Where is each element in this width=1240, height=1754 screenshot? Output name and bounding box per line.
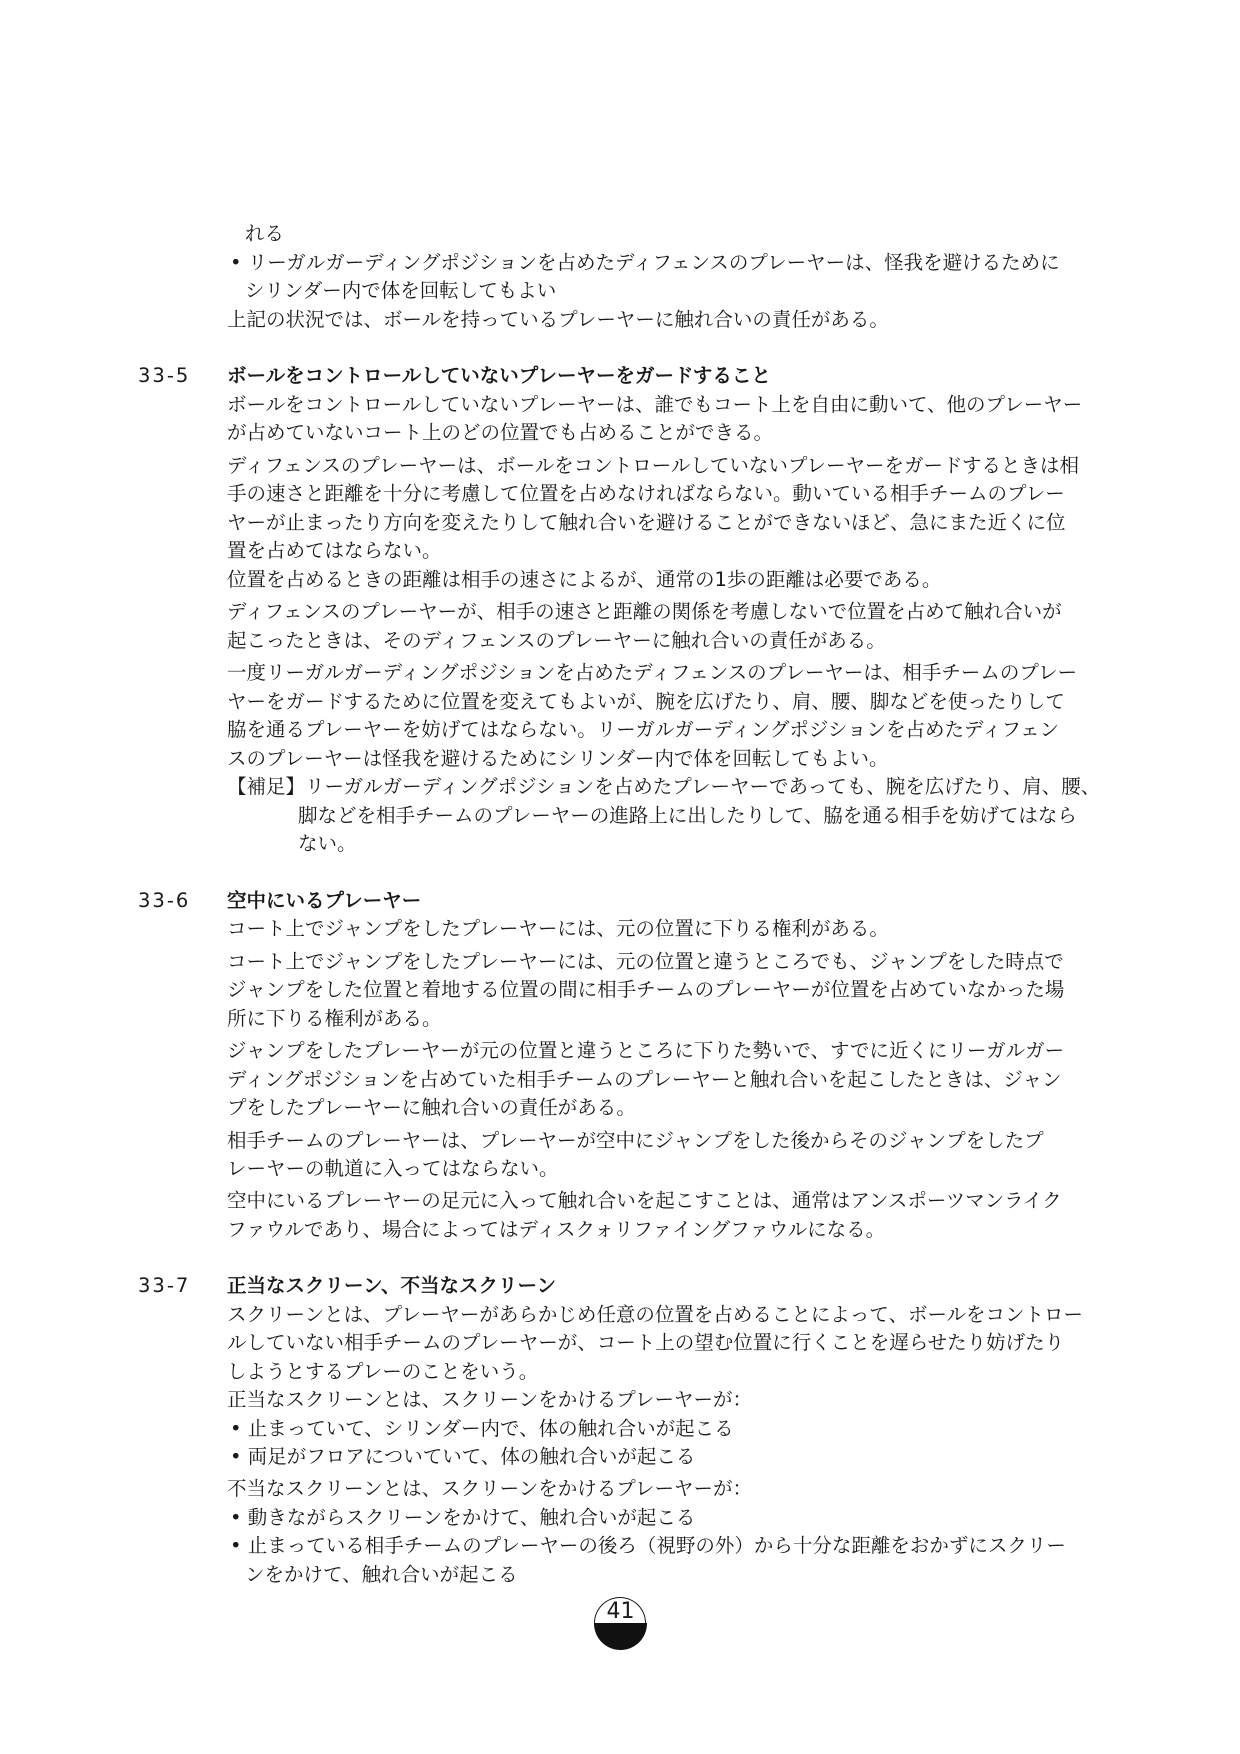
paragraph-line: ルしていない相手チームのプレーヤーが、コート上の望む位置に行くことを遅らせたり妨げたり (227, 1331, 1065, 1354)
paragraph-line: 空中にいるプレーヤーの足元に入って触れ合いを起こすことは、通常はアンスポーツマンライク (227, 1189, 1062, 1212)
paragraph-line: スのプレーヤーは怪我を避けるためにシリンダー内で体を回転してもよい。 (227, 747, 889, 770)
section-number: 33-6 (138, 889, 191, 912)
paragraph-line: 相手チームのプレーヤーは、プレーヤーが空中にジャンプをした後からそのジャンプをしたプ (227, 1129, 1044, 1152)
paragraph-line: 不当なスクリーンとは、スクリーンをかけるプレーヤーが： (227, 1477, 752, 1500)
paragraph-line: 一度リーガルガーディングポジションを占めたディフェンスのプレーヤーは、相手チームのプレー (227, 661, 1078, 684)
bullet-item: • 止まっている相手チームのプレーヤーの後ろ（視野の外）から十分な距離をおかずにスクリー (230, 1534, 1066, 1557)
note-line: 脚などを相手チームのプレーヤーの進路上に出したりして、脇を通る相手を妨げてはなら (298, 804, 1077, 827)
section-title: ボールをコントロールしていないプレーヤーをガードすること (227, 364, 771, 387)
section-title: 正当なスクリーン、不当なスクリーン (227, 1274, 557, 1297)
bullet-item: • 止まっていて、シリンダー内で、体の触れ合いが起こる (230, 1417, 734, 1440)
paragraph-line: プをしたプレーヤーに触れ合いの責任がある。 (227, 1096, 636, 1119)
paragraph-line: コート上でジャンプをしたプレーヤーには、元の位置に下りる権利がある。 (227, 917, 889, 940)
bullet-item: • 両足がフロアについていて、体の触れ合いが起こる (230, 1445, 696, 1468)
paragraph-line: が占めていないコート上のどの位置でも占めることができる。 (227, 421, 774, 444)
paragraph-line: 正当なスクリーンとは、スクリーンをかけるプレーヤーが： (227, 1388, 752, 1411)
page-number-badge (594, 1597, 646, 1649)
paragraph-line: ジャンプをした位置と着地する位置の間に相手チームのプレーヤーが位置を占めていなかった場 (227, 978, 1065, 1001)
text-line: シリンダー内で体を回転してもよい (245, 279, 557, 302)
paragraph-line: 脇を通るプレーヤーを妨げてはならない。リーガルガーディングポジションを占めたディフェン (227, 718, 1059, 741)
text-line: れる (245, 222, 285, 245)
paragraph-line: しようとするプレーのことをいう。 (227, 1360, 539, 1383)
bullet-item: • リーガルガーディングポジションを占めたディフェンスのプレーヤーは、怪我を避けるために (230, 251, 1060, 274)
paragraph-line: ディフェンスのプレーヤーが、相手の速さと距離の関係を考慮しないで位置を占めて触れ合いが (227, 600, 1062, 623)
paragraph-line: ディングポジションを占めていた相手チームのプレーヤーと触れ合いを起こしたときは、ジャン (227, 1068, 1062, 1091)
page-number: 41 (606, 1599, 635, 1624)
note-line: ない。 (298, 832, 357, 855)
paragraph-line: ヤーをガードするために位置を変えてもよいが、腕を広げたり、肩、腰、脚などを使ったりして (227, 690, 1065, 713)
bullet-item: ンをかけて、触れ合いが起こる (245, 1563, 518, 1586)
paragraph-line: スクリーンとは、プレーヤーがあらかじめ任意の位置を占めることによって、ボールをコントロー (227, 1303, 1084, 1326)
paragraph-line: コート上でジャンプをしたプレーヤーには、元の位置と違うところでも、ジャンプをした時点で (227, 950, 1064, 973)
paragraph-line: 手の速さと距離を十分に考慮して位置を占めなければならない。動いている相手チームのプレー (227, 482, 1065, 505)
page-number-badge-bottom (594, 1623, 647, 1650)
paragraph-line: ジャンプをしたプレーヤーが元の位置と違うところに下りた勢いで、すでに近くにリーガルガー (227, 1039, 1065, 1062)
section-title: 空中にいるプレーヤー (227, 889, 422, 912)
paragraph-line: ファウルであり、場合によってはディスクォリファイングファウルになる。 (227, 1218, 886, 1241)
paragraph-line: 所に下りる権利がある。 (227, 1007, 442, 1030)
paragraph-line: ディフェンスのプレーヤーは、ボールをコントロールしていないプレーヤーをガードするときは相 (227, 454, 1079, 477)
paragraph-line: レーヤーの軌道に入ってはならない。 (227, 1157, 559, 1180)
section-number: 33-5 (138, 364, 191, 387)
section-number: 33-7 (138, 1274, 191, 1297)
text-line: 上記の状況では、ボールを持っているプレーヤーに触れ合いの責任がある。 (227, 308, 889, 331)
paragraph-line: 置を占めてはならない。 (227, 539, 442, 562)
paragraph-line: 起こったときは、そのディフェンスのプレーヤーに触れ合いの責任がある。 (227, 629, 886, 652)
paragraph-line: 位置を占めるときの距離は相手の速さによるが、通常の1歩の距離は必要である。 (227, 568, 942, 591)
bullet-item: • 動きながらスクリーンをかけて、触れ合いが起こる (230, 1506, 696, 1529)
paragraph-line: ボールをコントロールしていないプレーヤーは、誰でもコート上を自由に動いて、他のプレーヤー (227, 393, 1083, 416)
note-line: 【補足】リーガルガーディングポジションを占めたプレーヤーであっても、腕を広げたり、肩、腰、 (227, 775, 1101, 798)
paragraph-line: ヤーが止まったり方向を変えたりして触れ合いを避けることができないほど、急にまた近くに位 (227, 511, 1066, 534)
